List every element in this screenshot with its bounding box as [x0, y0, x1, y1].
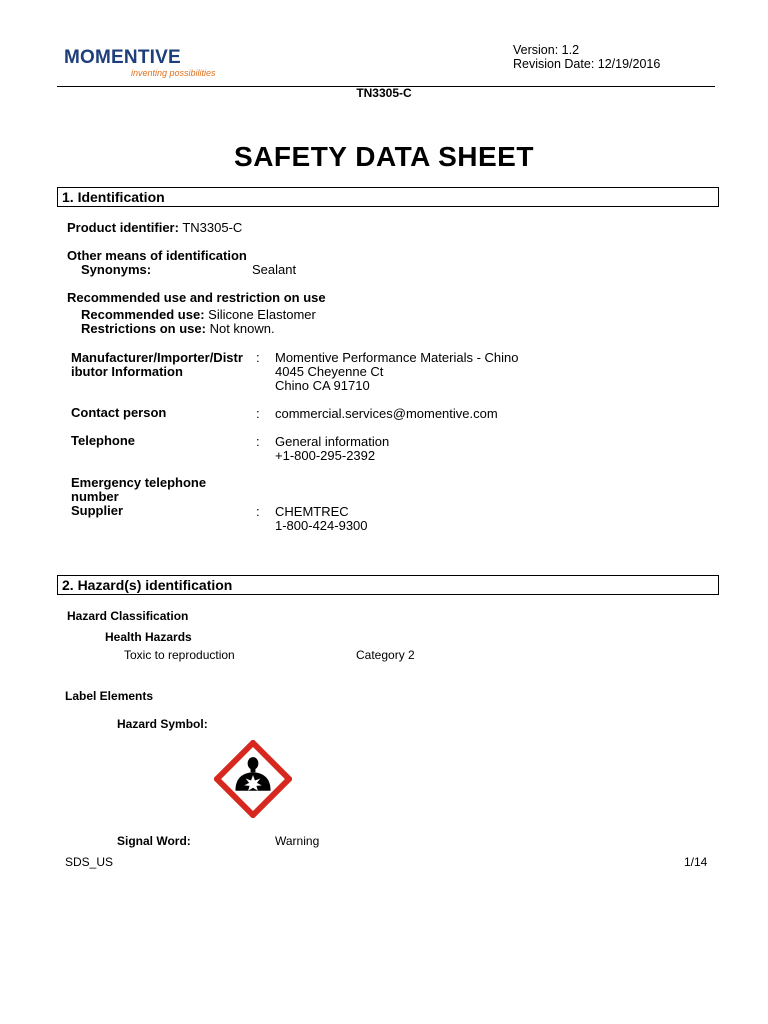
hazard-name: Toxic to reproduction: [124, 648, 235, 662]
telephone-label: Telephone: [71, 433, 136, 448]
section-2-heading: 2. Hazard(s) identification: [57, 575, 719, 595]
manufacturer-value: [275, 351, 518, 393]
manufacturer-street: 4045 Cheyenne Ct: [275, 364, 384, 379]
section-1-heading: 1. Identification: [57, 187, 719, 207]
telephone-value: [275, 435, 389, 463]
hazard-symbol-label: Hazard Symbol:: [117, 717, 208, 731]
logo-wordmark: MOMENTIVE: [64, 47, 181, 68]
health-hazards-heading: Health Hazards: [105, 630, 192, 644]
emergency-label-line-2: number: [71, 489, 119, 504]
synonyms-label: Synonyms:: [81, 262, 152, 277]
logo-tagline: inventing possibilities: [131, 68, 216, 78]
restrictions-row: [81, 322, 275, 336]
signal-word-value: Warning: [275, 834, 320, 848]
recommended-use-row: [81, 308, 316, 322]
restrictions-label: Restrictions on use:: [81, 321, 206, 336]
supplier-colon: :: [256, 504, 260, 519]
emergency-telephone-label: [71, 476, 206, 518]
momentive-logo: [64, 48, 254, 82]
restrictions-value: Not known.: [209, 321, 275, 336]
version-text: Version: 1.2: [513, 43, 580, 57]
page-title: SAFETY DATA SHEET: [234, 141, 534, 172]
recommended-use-label: Recommended use:: [81, 307, 205, 322]
revision-date-text: Revision Date: 12/19/2016: [513, 57, 661, 71]
signal-word-label: Signal Word:: [117, 834, 191, 848]
other-means-heading: Other means of identification: [67, 248, 247, 263]
manufacturer-name: Momentive Performance Materials - Chino: [275, 350, 519, 365]
product-identifier-value: TN3305-C: [182, 220, 243, 235]
label-elements-heading: Label Elements: [65, 689, 154, 703]
supplier-label: Supplier: [71, 503, 124, 518]
contact-colon: :: [256, 406, 260, 421]
footer-doc-type: SDS_US: [65, 855, 114, 869]
recommended-use-value: Silicone Elastomer: [208, 307, 316, 322]
supplier-name: CHEMTREC: [275, 504, 349, 519]
manufacturer-colon: :: [256, 350, 260, 365]
contact-email: commercial.services@momentive.com: [275, 406, 498, 421]
recommended-use-heading: Recommended use and restriction on use: [67, 290, 326, 305]
manufacturer-city: Chino CA 91710: [275, 378, 370, 393]
telephone-number: +1-800-295-2392: [275, 448, 376, 463]
supplier-value: [275, 505, 368, 533]
health-hazard-icon: [214, 740, 292, 818]
manufacturer-label-line-2: ibutor Information: [71, 364, 183, 379]
hazard-classification-heading: Hazard Classification: [67, 609, 189, 623]
emergency-label-line-1: Emergency telephone: [71, 475, 207, 490]
telephone-info: General information: [275, 434, 390, 449]
product-code: TN3305-C: [356, 86, 412, 100]
document-version-block: [513, 43, 660, 71]
footer-page-number: 1/14: [684, 855, 708, 869]
product-identifier-row: [67, 221, 242, 235]
manufacturer-label: [71, 351, 243, 379]
supplier-phone: 1-800-424-9300: [275, 518, 368, 533]
contact-label: Contact person: [71, 405, 167, 420]
synonyms-value: Sealant: [252, 262, 297, 277]
telephone-colon: :: [256, 434, 260, 449]
manufacturer-label-line-1: Manufacturer/Importer/Distr: [71, 350, 243, 365]
product-identifier-label: Product identifier:: [67, 220, 179, 235]
hazard-category: Category 2: [356, 648, 415, 662]
